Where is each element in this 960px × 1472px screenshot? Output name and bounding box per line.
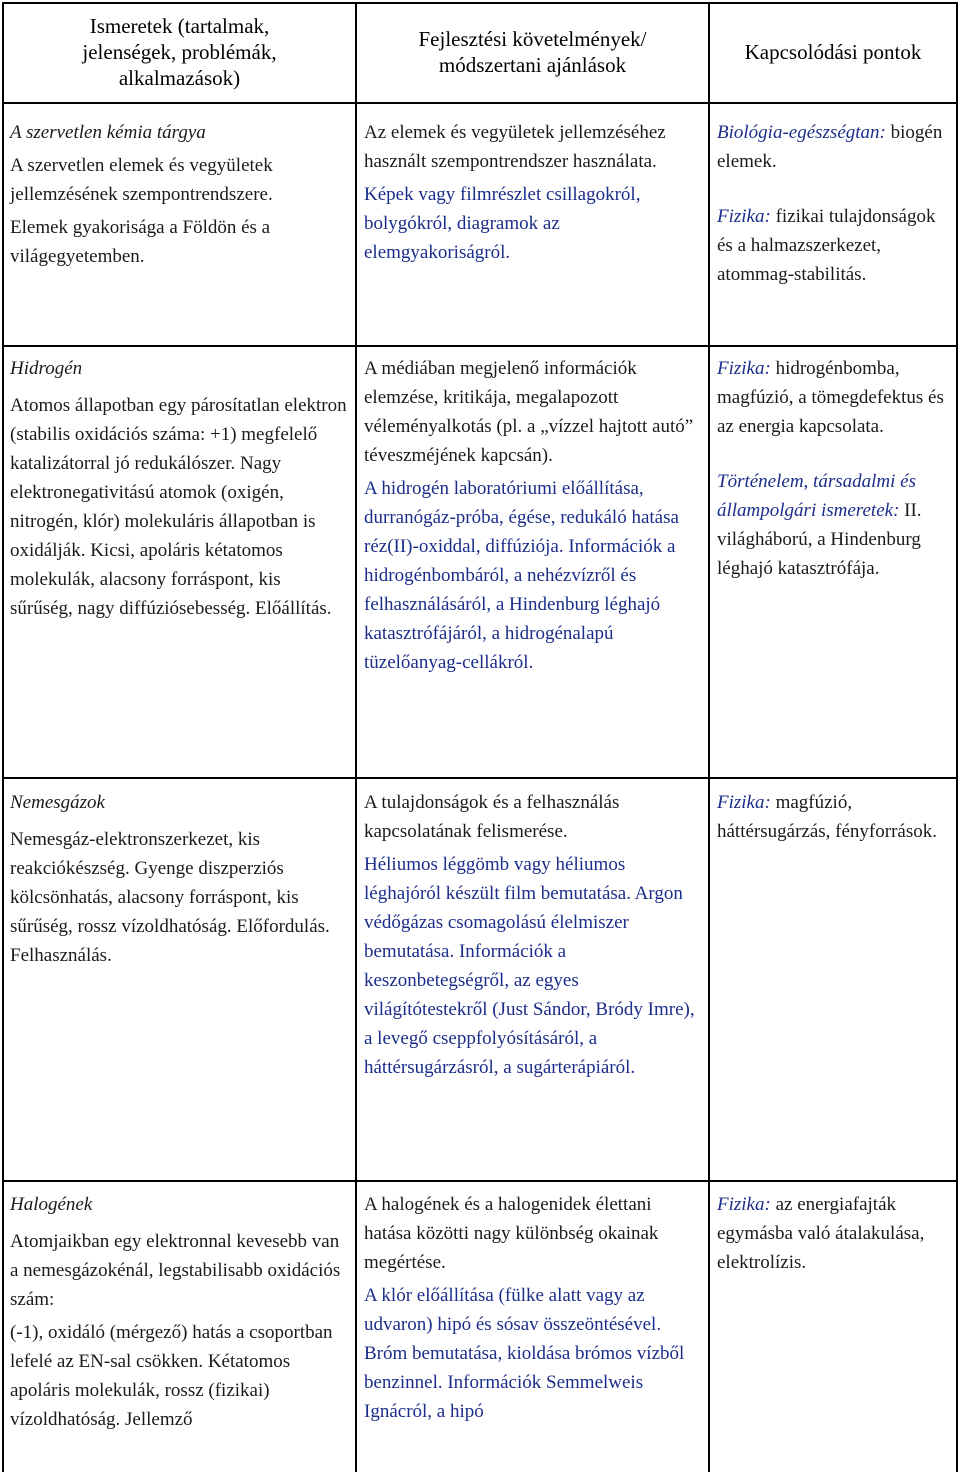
- row-divider-2: [2, 777, 958, 779]
- row1-requirements-p1: Az elemek és vegyületek jellemzéséhez használt szempontrendszer használata.: [364, 122, 666, 172]
- header-requirements-line-2: módszertani ajánlások: [438, 53, 627, 77]
- row3-requirements: [364, 788, 702, 1082]
- row2-requirements-p1: A médiában megjelenő információk elemzése, kritikája, megalapozott véleményalkotás (pl. a „vízzel hajtott autó” téveszméjének kapcsán).: [364, 358, 694, 466]
- table-border-left: [2, 2, 4, 1472]
- header-requirements: [357, 2, 708, 102]
- row4-connections: [717, 1190, 951, 1277]
- row2-knowledge-p1: Atomos állapotban egy párosítatlan elektron (stabilis oxidációs száma: +1) megfelelő katalizátorral jó redukálószer. Nagy elektronegativitású atomok (oxigén, nitrogén, klór) molekuláris állapotban is oxidálják. Kicsi, apoláris kétatomos molekulák, alacsony forráspont, kis sűrűség, nagy diffúziósebesség. Előállítás.: [10, 395, 347, 619]
- row4-knowledge: [10, 1190, 348, 1434]
- row1-link-text-1: biogén elemek.: [717, 122, 943, 172]
- header-connections: [710, 2, 956, 102]
- row4-knowledge-p2: (-1), oxidáló (mérgező) hatás a csoportban lefelé az EN-sal csökken. Kétatomos apoláris molekulák, rossz (fizikai) vízoldhatóság. Jellemző: [10, 1322, 333, 1430]
- header-knowledge-line-2: jelenségek, problémák,: [82, 40, 277, 64]
- row1-requirements-p2: Képek vagy filmrészlet csillagokról, bolygókról, diagramok az elemgyakoriságról.: [364, 184, 641, 263]
- row3-link-text-1: magfúzió, háttérsugárzás, fényforrások.: [717, 792, 937, 842]
- row2-knowledge: [10, 354, 348, 623]
- row4-requirements: [364, 1190, 702, 1426]
- row3-knowledge: [10, 788, 348, 970]
- row2-requirements-p2: A hidrogén laboratóriumi előállítása, durranógáz-próba, égése, redukáló hatása réz(II)-oxiddal, diffúziója. Információk a hidrogénbombáról, a nehézvízről és felhasználásáról, a Hindenburg léghajó katasztrófájáról, a hidrogénalapú tüzelőanyag-cellákról.: [364, 478, 679, 673]
- row3-requirements-p1: A tulajdonságok és a felhasználás kapcsolatának felismerése.: [364, 792, 620, 842]
- row3-knowledge-p1: Nemesgáz-elektronszerkezet, kis reakciókészség. Gyenge diszperziós kölcsönhatás, alacsony forráspont, kis sűrűség, rossz vízoldhatóság. Előfordulás. Felhasználás.: [10, 829, 330, 966]
- row1-knowledge: [10, 118, 348, 271]
- header-requirements-line-1: Fejlesztési követelmények/: [418, 27, 647, 51]
- row4-requirements-p1: A halogének és a halogenidek élettani hatása közötti nagy különbség okainak megértése.: [364, 1194, 659, 1273]
- row3-requirements-p2: Héliumos léggömb vagy héliumos léghajóról készült film bemutatása. Argon védőgázas csomagolású élelmiszer bemutatása. Információk a keszonbetegségről, az egyes világítótestekről (Just Sándor, Bródy Imre), a levegő cseppfolyósításáról, a háttérsugárzásról, a sugárterápiáról.: [364, 854, 695, 1078]
- header-knowledge: [4, 2, 355, 102]
- row2-title: Hidrogén: [10, 358, 83, 379]
- row2-link-text-2: II. világháború, a Hindenburg léghajó katasztrófája.: [717, 500, 922, 579]
- header-knowledge-line-3: alkalmazások): [118, 66, 241, 90]
- row1-requirements: [364, 118, 702, 267]
- row2-link-text-1: hidrogénbomba, magfúzió, a tömegdefektus és az energia kapcsolata.: [717, 358, 944, 437]
- row4-knowledge-p1: Atomjaikban egy elektronnal kevesebb van a nemesgázokénál, legstabilisabb oxidációs szám:: [10, 1231, 341, 1310]
- row1-title: A szervetlen kémia tárgya: [10, 122, 206, 143]
- row1-link-text-2: fizikai tulajdonságok és a halmazszerkezet, atommag-stabilitás.: [717, 206, 936, 285]
- table-border-right: [956, 2, 958, 1472]
- row4-link-label-1: Fizika:: [717, 1194, 771, 1215]
- row1-connections: [717, 118, 951, 289]
- row-divider-1: [2, 345, 958, 347]
- row4-requirements-p2: A klór előállítása (fülke alatt vagy az udvaron) hipó és sósav összeöntésével. Bróm bemutatása, kioldása brómos vízből benzinnel. Információk Semmelweis Ignácról, a hipó: [364, 1285, 685, 1422]
- row2-link-label-2: Történelem, társadalmi és állampolgári ismeretek:: [717, 471, 916, 521]
- row2-link-label-1: Fizika:: [717, 358, 771, 379]
- row-divider-3: [2, 1180, 958, 1182]
- row3-link-label-1: Fizika:: [717, 792, 771, 813]
- row3-title: Nemesgázok: [10, 792, 105, 813]
- column-divider-2: [708, 2, 710, 1472]
- row1-knowledge-p2: Elemek gyakorisága a Földön és a világegyetemben.: [10, 217, 271, 267]
- row3-connections: [717, 788, 951, 846]
- row1-link-label-1: Biológia-egészségtan:: [717, 122, 886, 143]
- header-connections-text: Kapcsolódási pontok: [744, 40, 922, 64]
- row2-connections: [717, 354, 951, 583]
- row1-knowledge-p1: A szervetlen elemek és vegyületek jellemzésének szempontrendszere.: [10, 155, 273, 205]
- header-divider: [2, 102, 958, 104]
- header-knowledge-line-1: Ismeretek (tartalmak,: [89, 14, 270, 38]
- row4-link-text-1: az energiafajták egymásba való átalakulása, elektrolízis.: [717, 1194, 925, 1273]
- row4-title: Halogének: [10, 1194, 93, 1215]
- row1-link-label-2: Fizika:: [717, 206, 771, 227]
- row2-requirements: [364, 354, 702, 677]
- column-divider-1: [355, 2, 357, 1472]
